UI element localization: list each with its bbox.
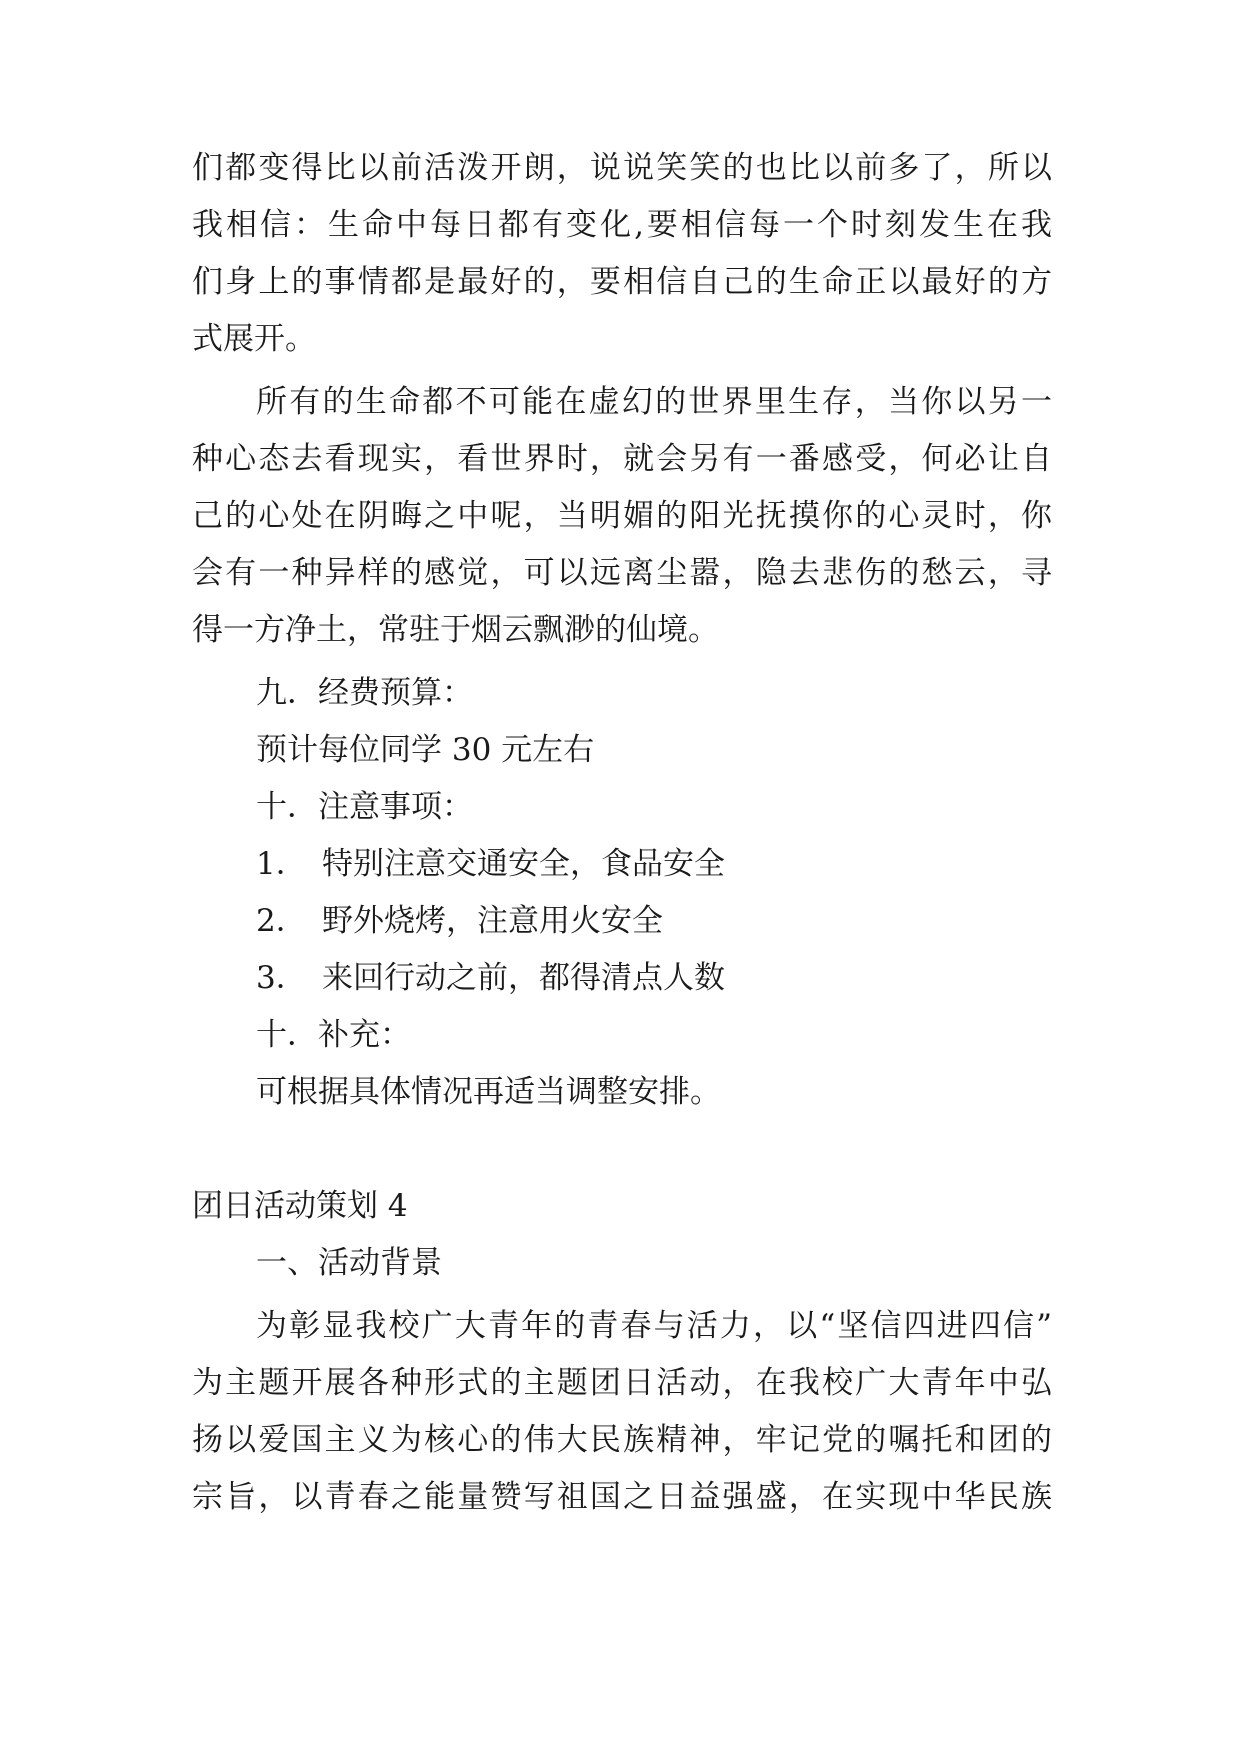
section-4-line-1: 为彰显我校广大青年的青春与活力，以“坚信四进四信”: [256, 1308, 1052, 1344]
supplement-heading: 十．补充：: [256, 1017, 411, 1053]
section-4-line-3: 扬以爱国主义为核心的伟大民族精神，牢记党的嘱托和团的: [192, 1422, 1052, 1458]
paragraph-1-line-4: 式展开。: [192, 321, 316, 357]
budget-heading: 九．经费预算：: [256, 675, 473, 711]
budget-text: 预计每位同学 30 元左右: [256, 732, 595, 768]
paragraph-1-line-3: 们身上的事情都是最好的，要相信自己的生命正以最好的方: [192, 264, 1052, 300]
notes-item-number: 3．: [256, 960, 307, 996]
notes-item-3: [256, 958, 1052, 998]
paragraph-2-line-1: 所有的生命都不可能在虚幻的世界里生存，当你以另一: [256, 384, 1052, 420]
notes-heading: 十．注意事项：: [256, 789, 473, 825]
notes-item-2: [256, 901, 1052, 941]
notes-item-number: 2．: [256, 903, 307, 939]
notes-item-1: [256, 844, 1052, 884]
section-4-subheading: 一、活动背景: [256, 1245, 442, 1281]
notes-item-text: 来回行动之前，都得清点人数: [322, 960, 725, 996]
section-4-line-2: 为主题开展各种形式的主题团日活动，在我校广大青年中弘: [192, 1365, 1052, 1401]
paragraph-1-line-1: 们都变得比以前活泼开朗，说说笑笑的也比以前多了，所以: [192, 150, 1052, 186]
paragraph-2-line-4: 会有一种异样的感觉，可以远离尘嚣，隐去悲伤的愁云，寻: [192, 555, 1052, 591]
notes-item-number: 1．: [256, 846, 307, 882]
paragraph-2-line-5: 得一方净土，常驻于烟云飘渺的仙境。: [192, 612, 719, 648]
paragraph-1-line-2: 我相信：生命中每日都有变化,要相信每一个时刻发生在我: [192, 207, 1052, 243]
section-4-title: 团日活动策划 4: [192, 1188, 408, 1224]
paragraph-2-line-2: 种心态去看现实，看世界时，就会另有一番感受，何必让自: [192, 441, 1052, 477]
paragraph-2-line-3: 己的心处在阴晦之中呢，当明媚的阳光抚摸你的心灵时，你: [192, 498, 1052, 534]
section-4-line-4: 宗旨，以青春之能量赞写祖国之日益强盛，在实现中华民族: [192, 1479, 1052, 1515]
notes-item-text: 特别注意交通安全，食品安全: [322, 846, 725, 882]
supplement-text: 可根据具体情况再适当调整安排。: [256, 1074, 721, 1110]
notes-item-text: 野外烧烤，注意用火安全: [322, 903, 663, 939]
